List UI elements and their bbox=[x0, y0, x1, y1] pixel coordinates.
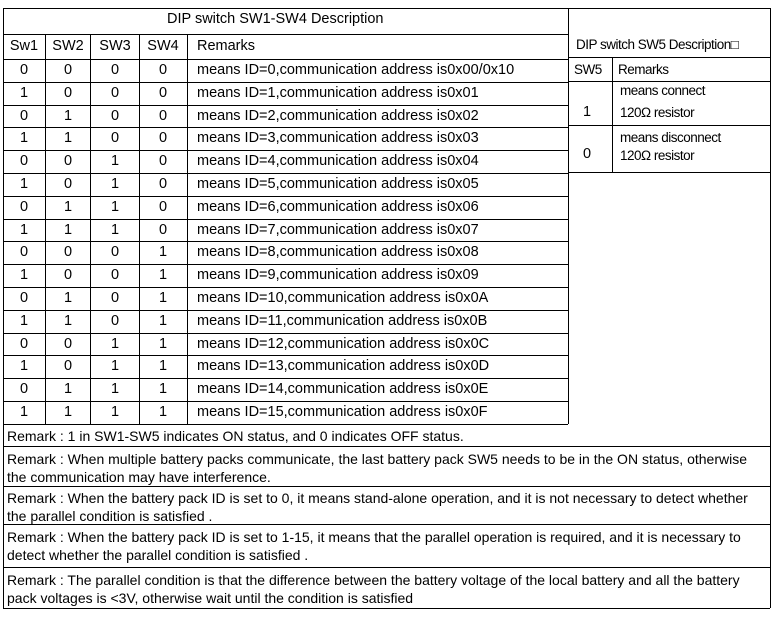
grid-line-h bbox=[3, 196, 568, 197]
remark-id-range: Remark : When the battery pack ID is set to 1-15, it means that the parallel operation is required, and it is necessary to detect whether the parallel condition is satisfied . bbox=[7, 529, 741, 563]
row-15-sw1: 1 bbox=[19, 404, 29, 420]
row-14-sw2: 1 bbox=[63, 381, 73, 397]
header-sw2: SW2 bbox=[52, 38, 84, 54]
row-8-remark: means ID=8,communication address is0x08 bbox=[197, 244, 479, 260]
row-15-sw2: 1 bbox=[63, 404, 73, 420]
grid-line-h bbox=[568, 172, 770, 173]
row-12-remark: means ID=12,communication address is0x0C bbox=[197, 336, 490, 352]
row-1-sw4: 0 bbox=[158, 85, 168, 101]
grid-line-h bbox=[3, 310, 568, 311]
sw5-remark-on-line1: means connect bbox=[620, 83, 706, 98]
grid-line-v bbox=[612, 57, 613, 172]
row-8-sw4: 1 bbox=[158, 244, 168, 260]
grid-line-v bbox=[187, 34, 188, 424]
sw5-remark-off-line1: means disconnect bbox=[620, 130, 721, 145]
row-7-remark: means ID=7,communication address is0x07 bbox=[197, 222, 479, 238]
grid-line-h bbox=[568, 57, 770, 58]
grid-line-v bbox=[568, 8, 569, 424]
grid-line-h bbox=[3, 287, 568, 288]
grid-line-h bbox=[3, 378, 568, 379]
row-2-sw4: 0 bbox=[158, 108, 168, 124]
row-7-sw3: 1 bbox=[110, 222, 120, 238]
row-14-sw1: 0 bbox=[19, 381, 29, 397]
row-4-sw2: 0 bbox=[63, 153, 73, 169]
row-11-remark: means ID=11,communication address is0x0B bbox=[197, 313, 488, 329]
row-5-sw1: 1 bbox=[19, 176, 29, 192]
row-10-sw2: 1 bbox=[63, 290, 73, 306]
row-1-sw3: 0 bbox=[110, 85, 120, 101]
row-10-sw3: 0 bbox=[110, 290, 120, 306]
grid-line-h bbox=[3, 34, 568, 35]
sw5-remark-off-line2: 120Ω resistor bbox=[620, 148, 695, 163]
row-15-sw3: 1 bbox=[110, 404, 120, 420]
row-10-sw4: 1 bbox=[158, 290, 168, 306]
sw1-sw4-title: DIP switch SW1-SW4 Description bbox=[167, 11, 384, 27]
header-sw5-remarks: Remarks bbox=[618, 62, 669, 77]
row-3-remark: means ID=3,communication address is0x03 bbox=[197, 130, 479, 146]
grid-line-h bbox=[3, 333, 568, 334]
grid-line-h bbox=[3, 173, 568, 174]
row-12-sw4: 1 bbox=[158, 336, 168, 352]
remark-multiple-packs: Remark : When multiple battery packs communicate, the last battery pack SW5 needs to be in the ON status, otherwise the communication may have interference. bbox=[7, 451, 747, 485]
row-6-remark: means ID=6,communication address is0x06 bbox=[197, 199, 479, 215]
grid-line-h bbox=[3, 241, 568, 242]
sw5-value-off: 0 bbox=[583, 146, 592, 162]
row-6-sw1: 0 bbox=[19, 199, 29, 215]
header-sw5: SW5 bbox=[574, 62, 602, 77]
row-4-sw1: 0 bbox=[19, 153, 29, 169]
grid-line-h bbox=[3, 8, 770, 9]
row-9-sw1: 1 bbox=[19, 267, 29, 283]
row-3-sw4: 0 bbox=[158, 130, 168, 146]
row-7-sw4: 0 bbox=[158, 222, 168, 238]
header-remarks: Remarks bbox=[197, 38, 256, 54]
grid-line-h bbox=[3, 82, 568, 83]
row-11-sw1: 1 bbox=[19, 313, 29, 329]
row-5-sw4: 0 bbox=[158, 176, 168, 192]
row-8-sw2: 0 bbox=[63, 244, 73, 260]
grid-line-h bbox=[3, 264, 568, 265]
row-13-sw3: 1 bbox=[110, 358, 120, 374]
row-7-sw2: 1 bbox=[63, 222, 73, 238]
row-9-sw4: 1 bbox=[158, 267, 168, 283]
row-9-sw3: 0 bbox=[110, 267, 120, 283]
grid-line-v bbox=[770, 8, 771, 608]
row-11-sw3: 0 bbox=[110, 313, 120, 329]
grid-line-h bbox=[3, 486, 770, 487]
header-sw3: SW3 bbox=[99, 38, 131, 54]
row-0-sw3: 0 bbox=[110, 62, 120, 78]
remark-parallel-condition: Remark : The parallel condition is that the difference between the battery voltage of the local battery and all the battery pack voltages is <3V, otherwise wait until the condition is satisfied bbox=[7, 572, 740, 606]
row-13-remark: means ID=13,communication address is0x0D bbox=[197, 358, 490, 374]
row-12-sw3: 1 bbox=[110, 336, 120, 352]
grid-line-h bbox=[3, 219, 568, 220]
row-3-sw1: 1 bbox=[19, 130, 29, 146]
row-1-sw2: 0 bbox=[63, 85, 73, 101]
row-13-sw1: 1 bbox=[19, 358, 29, 374]
row-15-sw4: 1 bbox=[158, 404, 168, 420]
grid-line-h bbox=[3, 608, 770, 609]
row-15-remark: means ID=15,communication address is0x0F bbox=[197, 404, 488, 420]
row-4-remark: means ID=4,communication address is0x04 bbox=[197, 153, 479, 169]
row-5-sw3: 1 bbox=[110, 176, 120, 192]
grid-line-h bbox=[3, 355, 568, 356]
row-5-sw2: 0 bbox=[63, 176, 73, 192]
grid-line-h bbox=[3, 127, 568, 128]
row-1-sw1: 1 bbox=[19, 85, 29, 101]
row-9-sw2: 0 bbox=[63, 267, 73, 283]
row-6-sw4: 0 bbox=[158, 199, 168, 215]
header-sw1: Sw1 bbox=[9, 38, 39, 54]
grid-line-h bbox=[3, 401, 568, 402]
grid-line-h bbox=[568, 81, 770, 82]
row-4-sw4: 0 bbox=[158, 153, 168, 169]
row-8-sw1: 0 bbox=[19, 244, 29, 260]
row-13-sw4: 1 bbox=[158, 358, 168, 374]
row-8-sw3: 0 bbox=[110, 244, 120, 260]
row-0-sw1: 0 bbox=[19, 62, 29, 78]
row-0-sw2: 0 bbox=[63, 62, 73, 78]
row-1-remark: means ID=1,communication address is0x01 bbox=[197, 85, 479, 101]
row-12-sw1: 0 bbox=[19, 336, 29, 352]
grid-line-h bbox=[3, 567, 770, 568]
remark-id-zero: Remark : When the battery pack ID is set to 0, it means stand-alone operation, and it is not necessary to detect whether the parallel condition is satisfied . bbox=[7, 490, 748, 524]
row-10-sw1: 0 bbox=[19, 290, 29, 306]
grid-line-h bbox=[3, 150, 568, 151]
row-2-sw2: 1 bbox=[63, 108, 73, 124]
sw5-title: DIP switch SW5 Description□ bbox=[576, 37, 739, 52]
row-3-sw2: 1 bbox=[63, 130, 73, 146]
row-6-sw2: 1 bbox=[63, 199, 73, 215]
header-sw4: SW4 bbox=[147, 38, 179, 54]
row-7-sw1: 1 bbox=[19, 222, 29, 238]
row-14-sw4: 1 bbox=[158, 381, 168, 397]
row-14-sw3: 1 bbox=[110, 381, 120, 397]
grid-line-h bbox=[3, 105, 568, 106]
sw5-value-on: 1 bbox=[583, 104, 592, 120]
row-5-remark: means ID=5,communication address is0x05 bbox=[197, 176, 479, 192]
row-2-sw3: 0 bbox=[110, 108, 120, 124]
grid-line-h bbox=[3, 446, 770, 447]
remark-on-off: Remark : 1 in SW1-SW5 indicates ON status, and 0 indicates OFF status. bbox=[7, 428, 464, 444]
row-6-sw3: 1 bbox=[110, 199, 120, 215]
row-2-remark: means ID=2,communication address is0x02 bbox=[197, 108, 479, 124]
sw5-remark-on-line2: 120Ω resistor bbox=[620, 105, 695, 120]
row-3-sw3: 0 bbox=[110, 130, 120, 146]
row-13-sw2: 0 bbox=[63, 358, 73, 374]
grid-line-h bbox=[568, 125, 770, 126]
row-4-sw3: 1 bbox=[110, 153, 120, 169]
row-0-sw4: 0 bbox=[158, 62, 168, 78]
row-12-sw2: 0 bbox=[63, 336, 73, 352]
row-14-remark: means ID=14,communication address is0x0E bbox=[197, 381, 489, 397]
row-10-remark: means ID=10,communication address is0x0A bbox=[197, 290, 489, 306]
grid-line-h bbox=[3, 424, 568, 425]
row-11-sw4: 1 bbox=[158, 313, 168, 329]
row-11-sw2: 1 bbox=[63, 313, 73, 329]
grid-line-h bbox=[3, 59, 568, 60]
row-2-sw1: 0 bbox=[19, 108, 29, 124]
row-9-remark: means ID=9,communication address is0x09 bbox=[197, 267, 479, 283]
row-0-remark: means ID=0,communication address is0x00/0x10 bbox=[197, 62, 515, 78]
